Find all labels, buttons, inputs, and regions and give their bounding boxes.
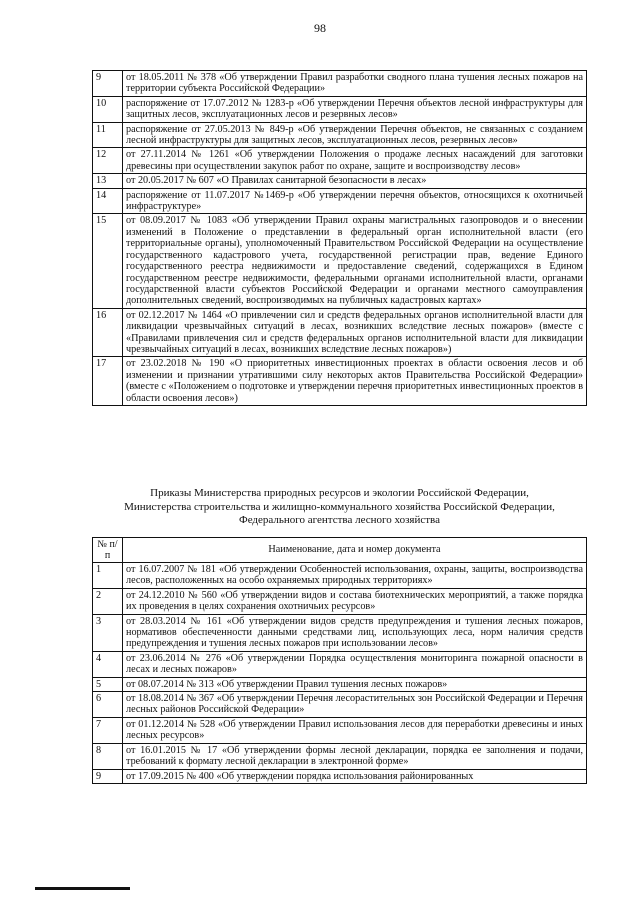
section-heading-line: Министерства строительства и жилищно-коммунального хозяйства Российской Федерации, [124,500,555,513]
row-number: 9 [93,769,123,783]
table-row [93,71,587,97]
table-header-row [93,538,587,563]
document-title: от 02.12.2017 № 1464 «О привлечении сил и средств федеральных органов исполнительной власти для ликвидации чрезвычайных ситуаций в лесах, возникших вследствие лесных пожаров» (вместе с «Правилами привлечения сил и средств федеральных органов исполнительной власти для ликвидации чрезвычайных ситуаций в лесах, возникших вследствие лесных пожаров») [123,308,587,357]
row-number: 15 [93,214,123,308]
row-number: 8 [93,743,123,769]
document-title: от 01.12.2014 № 528 «Об утверждении Правил использования лесов для переработки древесины и иных лесных ресурсов» [123,717,587,743]
document-title: от 17.09.2015 № 400 «Об утверждении порядка использования районированных [123,769,587,783]
table-row [93,96,587,122]
table-row [93,188,587,214]
document-title: от 08.09.2017 № 1083 «Об утверждении Правил охраны магистральных газопроводов и о внесении изменений в Положение о представлении в федеральный орган исполнительной власти (его территориальные органы), уполномоченный Правительством Российской Федерации на осуществление государственного кадастрового учета, государственной регистрации прав, ведение Единого государственного реестра недвижимости и предоставление сведений, содержащихся в Едином государственном реестре недвижимости, федеральными органами исполнительной власти, органами государственной власти субъектов Российской Федерации и органами местного самоуправления дополнительных сведений, воспроизводимых на публичных кадастровых картах» [123,214,587,308]
table-row [93,563,587,589]
section-heading [92,487,587,528]
table-row [93,743,587,769]
footer-rule [35,887,130,890]
row-number: 12 [93,148,123,174]
row-number: 3 [93,614,123,651]
document-title: от 27.11.2014 № 1261 «Об утверждении Положения о продаже лесных насаждений для заготовки древесины при осуществлении закупок работ по охране, защите и воспроизводству лесов» [123,148,587,174]
document-title: от 24.12.2010 № 560 «Об утверждении видов и состава биотехнических мероприятий, а также порядка их проведения в целях сохранения охотничьих ресурсов» [123,588,587,614]
table-row [93,614,587,651]
row-number: 7 [93,717,123,743]
row-number: 1 [93,563,123,589]
table-row [93,717,587,743]
table-row [93,357,587,406]
row-number: 14 [93,188,123,214]
document-title: от 20.05.2017 № 607 «О Правилах санитарной безопасности в лесах» [123,174,587,188]
section-heading-line: Федерального агентства лесного хозяйства [239,514,440,526]
table-row [93,692,587,718]
document-title: от 18.08.2014 № 367 «Об утверждении Перечня лесорастительных зон Российской Федерации и Перечня лесных районов Российской Федерации» [123,692,587,718]
document-title: от 08.07.2014 № 313 «Об утверждении Правил тушения лесных пожаров» [123,677,587,691]
row-number: 17 [93,357,123,406]
section-heading-line: Приказы Министерства природных ресурсов и экологии Российской Федерации, [150,487,529,499]
document-title: от 23.02.2018 № 190 «О приоритетных инвестиционных проектах в области освоения лесов и об изменении и признании утратившими силу некоторых актов Правительства Российской Федерации» (вместе с «Положением о подготовке и утверждении перечня приоритетных инвестиционных проектов в области освоения лесов») [123,357,587,406]
column-header-number: № п/п [93,538,123,563]
table-row [93,651,587,677]
row-number: 13 [93,174,123,188]
document-title: от 28.03.2014 № 161 «Об утверждении видов средств предупреждения и тушения лесных пожаров, нормативов обеспеченности данными средствами лиц, использующих леса, норм наличия средств предупреждения и тушения лесных пожаров при использовании лесов» [123,614,587,651]
table-row [93,174,587,188]
table-row [93,677,587,691]
government-decrees-table [92,70,587,406]
document-title: от 16.07.2007 № 181 «Об утверждении Особенностей использования, охраны, защиты, воспроизводства лесов, расположенных на особо охраняемых природных территориях» [123,563,587,589]
row-number: 5 [93,677,123,691]
document-title: распоряжение от 11.07.2017 №1469-р «Об утверждении перечня объектов, относящихся к охотничьей инфраструктуре» [123,188,587,214]
table-row [93,214,587,308]
ministry-orders-table [92,537,587,784]
column-header-title: Наименование, дата и номер документа [123,538,587,563]
row-number: 11 [93,122,123,148]
row-number: 9 [93,71,123,97]
document-title: от 23.06.2014 № 276 «Об утверждении Порядка осуществления мониторинга пожарной опасности в лесах и лесных пожаров» [123,651,587,677]
table-row [93,122,587,148]
table-row [93,148,587,174]
table-row [93,769,587,783]
row-number: 6 [93,692,123,718]
table-row [93,308,587,357]
document-title: распоряжение от 27.05.2013 № 849-р «Об утверждении Перечня объектов, не связанных с созданием лесной инфраструктуры для защитных лесов, эксплуатационных лесов, резервных лесов» [123,122,587,148]
page-number: 98 [314,21,326,35]
document-title: распоряжение от 17.07.2012 № 1283-р «Об утверждении Перечня объектов лесной инфраструктуры для защитных лесов, эксплуатационных лесов и резервных лесов» [123,96,587,122]
row-number: 10 [93,96,123,122]
row-number: 2 [93,588,123,614]
document-title: от 18.05.2011 № 378 «Об утверждении Правил разработки сводного плана тушения лесных пожаров на территории субъекта Российской Федерации» [123,71,587,97]
document-title: от 16.01.2015 № 17 «Об утверждении формы лесной декларации, порядка ее заполнения и подачи, требований к формату лесной декларации в электронной форме» [123,743,587,769]
row-number: 16 [93,308,123,357]
row-number: 4 [93,651,123,677]
table-row [93,588,587,614]
